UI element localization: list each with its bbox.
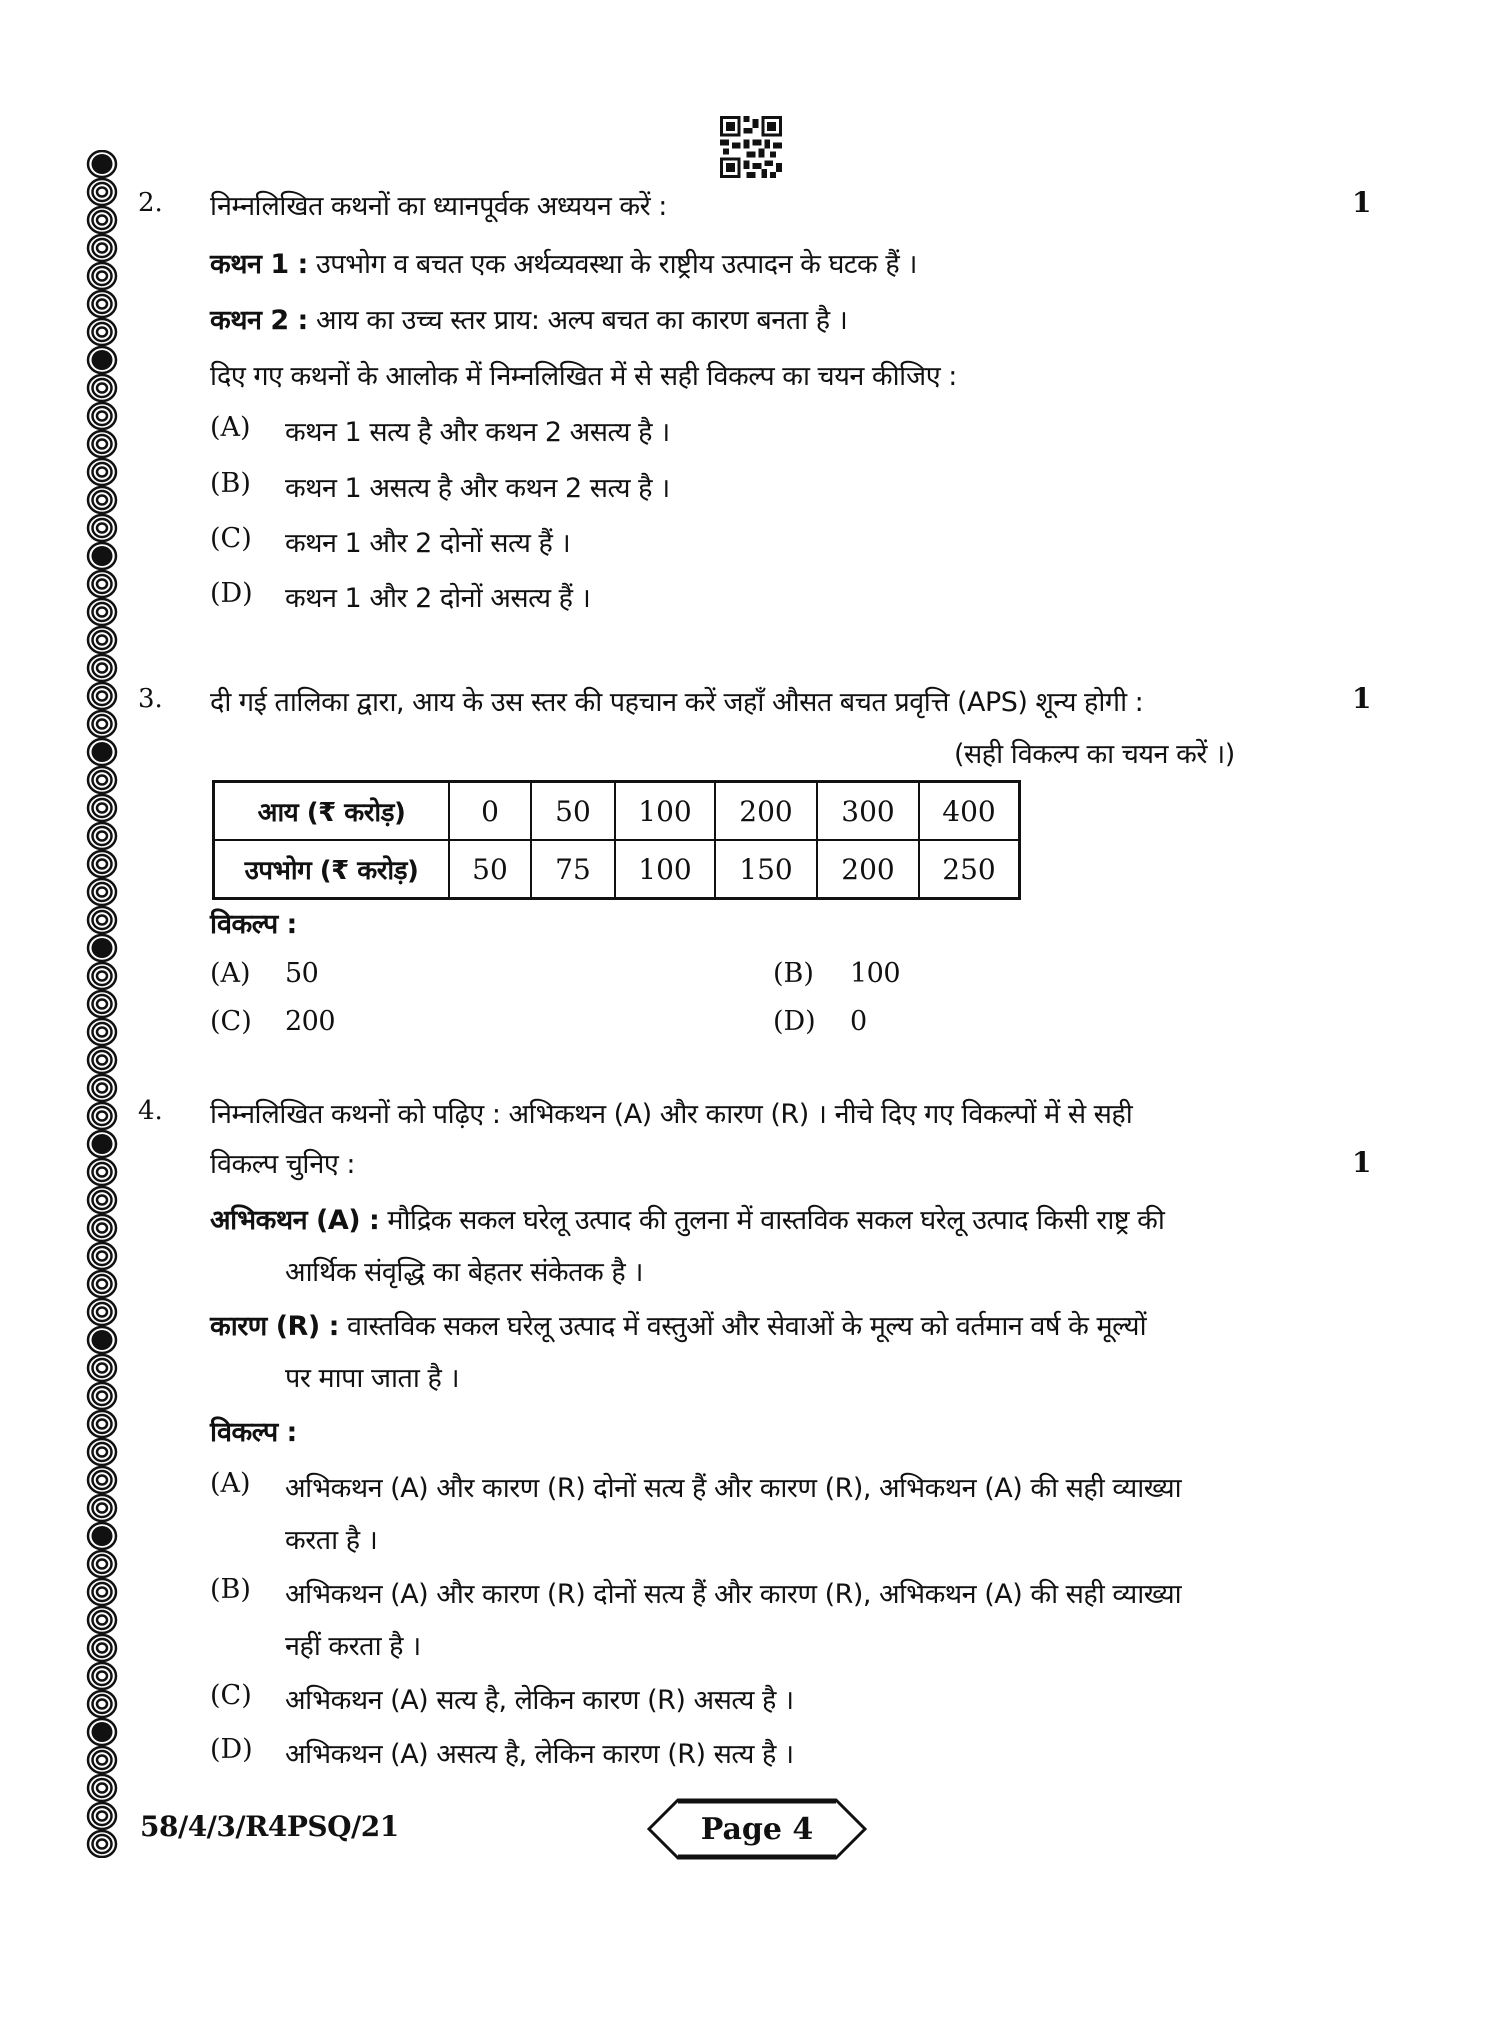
question-3-sub-instruction: (सही विकल्प का चयन करें ।) (954, 739, 1235, 770)
statement-2-text: आय का उच्च स्तर प्राय: अल्प बचत का कारण बनता है । (307, 305, 848, 336)
concentric-circle-marker-icon (86, 1102, 118, 1130)
question-3-marks: 1 (1352, 682, 1372, 715)
concentric-circle-marker-icon (86, 1466, 118, 1494)
option-letter: (A) (210, 1468, 251, 1499)
statement-1-label: कथन 1 : (210, 249, 308, 280)
concentric-circle-marker-icon (86, 878, 118, 906)
table-row-consumption (214, 840, 1020, 899)
side-marker-strip (84, 150, 120, 1858)
concentric-circle-marker-icon (86, 374, 118, 402)
paper-code: 58/4/3/R4PSQ/21 (140, 1810, 399, 1843)
concentric-circle-marker-icon (86, 234, 118, 262)
table-cell: 250 (919, 840, 1020, 899)
concentric-circle-marker-icon (86, 1214, 118, 1242)
concentric-circle-marker-icon (86, 430, 118, 458)
table-cell: 75 (531, 840, 615, 899)
concentric-circle-marker-icon (86, 962, 118, 990)
concentric-circle-marker-icon (86, 1690, 118, 1718)
concentric-circle-marker-icon (86, 1354, 118, 1382)
table-cell: 400 (919, 782, 1020, 841)
concentric-circle-marker-icon (86, 486, 118, 514)
concentric-circle-marker-icon (86, 598, 118, 626)
question-2-statement-1 (210, 244, 917, 281)
table-cell: 100 (615, 840, 715, 899)
option-text: 50 (285, 958, 319, 989)
option-text: अभिकथन (A) सत्य है, लेकिन कारण (R) असत्य है । (285, 1685, 794, 1716)
question-4-number: 4. (138, 1096, 163, 1126)
concentric-circle-marker-icon (86, 178, 118, 206)
option-letter: (D) (210, 578, 253, 609)
table-cell: 0 (449, 782, 531, 841)
table-cell: 300 (817, 782, 919, 841)
option-text: 0 (850, 1006, 867, 1037)
concentric-circle-marker-icon (86, 458, 118, 486)
concentric-circle-marker-icon (86, 570, 118, 598)
concentric-circle-marker-icon (86, 794, 118, 822)
assertion-line-2: आर्थिक संवृद्धि का बेहतर संकेतक है । (285, 1257, 644, 1288)
option-text-line-2: नहीं करता है । (285, 1631, 421, 1662)
row-header: आय (₹ करोड़) (214, 782, 450, 841)
concentric-circle-marker-icon (86, 1382, 118, 1410)
concentric-circle-marker-icon (86, 1662, 118, 1690)
concentric-circle-marker-icon (86, 1046, 118, 1074)
table-cell: 50 (531, 782, 615, 841)
concentric-circle-marker-icon (86, 1746, 118, 1774)
assertion-text: मौद्रिक सकल घरेलू उत्पाद की तुलना में वास्तविक सकल घरेलू उत्पाद किसी राष्ट्र की (379, 1205, 1165, 1236)
table-cell: 50 (449, 840, 531, 899)
reason-line-1 (210, 1306, 1146, 1343)
question-3-options-label: विकल्प : (210, 909, 297, 940)
filled-circle-marker-icon (86, 934, 118, 962)
option-text: 200 (285, 1006, 336, 1037)
concentric-circle-marker-icon (86, 654, 118, 682)
assertion-label: अभिकथन (A) : (210, 1205, 380, 1236)
page-number-badge (646, 1797, 868, 1861)
concentric-circle-marker-icon (86, 206, 118, 234)
question-4-prompt-line-1: निम्नलिखित कथनों को पढ़िए : अभिकथन (A) और कारण (R) । नीचे दिए गए विकल्पों में से सही (210, 1099, 1133, 1130)
assertion-line-1 (210, 1200, 1164, 1237)
concentric-circle-marker-icon (86, 1774, 118, 1802)
option-text: अभिकथन (A) असत्य है, लेकिन कारण (R) सत्य है । (285, 1739, 794, 1770)
concentric-circle-marker-icon (86, 710, 118, 738)
concentric-circle-marker-icon (86, 1074, 118, 1102)
question-2-instruction: दिए गए कथनों के आलोक में निम्नलिखित में से सही विकल्प का चयन कीजिए : (210, 361, 957, 392)
table-cell: 200 (715, 782, 817, 841)
concentric-circle-marker-icon (86, 290, 118, 318)
concentric-circle-marker-icon (86, 1606, 118, 1634)
option-text-line-1: अभिकथन (A) और कारण (R) दोनों सत्य हैं और कारण (R), अभिकथन (A) की सही व्याख्या (285, 1473, 1182, 1504)
question-2-number: 2. (138, 188, 163, 218)
concentric-circle-marker-icon (86, 1634, 118, 1662)
option-text-line-1: अभिकथन (A) और कारण (R) दोनों सत्य हैं और कारण (R), अभिकथन (A) की सही व्याख्या (285, 1579, 1182, 1610)
filled-circle-marker-icon (86, 346, 118, 374)
concentric-circle-marker-icon (86, 1578, 118, 1606)
option-text: कथन 1 और 2 दोनों सत्य हैं । (285, 528, 571, 559)
question-4-options-label: विकल्प : (210, 1417, 297, 1448)
reason-text: वास्तविक सकल घरेलू उत्पाद में वस्तुओं और सेवाओं के मूल्य को वर्तमान वर्ष के मूल्यों (338, 1311, 1147, 1342)
question-2-prompt: निम्नलिखित कथनों का ध्यानपूर्वक अध्ययन करें : (210, 191, 667, 222)
option-letter: (C) (210, 523, 252, 554)
option-text: कथन 1 असत्य है और कथन 2 सत्य है । (285, 473, 670, 504)
table-cell: 100 (615, 782, 715, 841)
concentric-circle-marker-icon (86, 514, 118, 542)
option-letter: (D) (210, 1734, 253, 1765)
option-letter: (A) (210, 412, 251, 443)
question-4-prompt-line-2: विकल्प चुनिए : (210, 1149, 355, 1180)
question-4-marks: 1 (1352, 1146, 1372, 1179)
question-2-statement-2 (210, 300, 847, 337)
concentric-circle-marker-icon (86, 262, 118, 290)
concentric-circle-marker-icon (86, 1802, 118, 1830)
filled-circle-marker-icon (86, 1718, 118, 1746)
concentric-circle-marker-icon (86, 682, 118, 710)
option-letter: (D) (773, 1006, 816, 1037)
concentric-circle-marker-icon (86, 1158, 118, 1186)
statement-1-text: उपभोग व बचत एक अर्थव्यवस्था के राष्ट्रीय उत्पादन के घटक हैं । (307, 249, 918, 280)
filled-circle-marker-icon (86, 1326, 118, 1354)
concentric-circle-marker-icon (86, 1550, 118, 1578)
option-text-line-2: करता है । (285, 1525, 378, 1556)
filled-circle-marker-icon (86, 1130, 118, 1158)
option-letter: (C) (210, 1680, 252, 1711)
question-2-marks: 1 (1352, 186, 1372, 219)
statement-2-label: कथन 2 : (210, 305, 308, 336)
row-header: उपभोग (₹ करोड़) (214, 840, 450, 899)
concentric-circle-marker-icon (86, 1438, 118, 1466)
concentric-circle-marker-icon (86, 906, 118, 934)
concentric-circle-marker-icon (86, 1494, 118, 1522)
filled-circle-marker-icon (86, 542, 118, 570)
concentric-circle-marker-icon (86, 1242, 118, 1270)
table-cell: 200 (817, 840, 919, 899)
income-consumption-table (212, 780, 1021, 900)
option-text: 100 (850, 958, 901, 989)
concentric-circle-marker-icon (86, 1270, 118, 1298)
concentric-circle-marker-icon (86, 766, 118, 794)
concentric-circle-marker-icon (86, 1830, 118, 1858)
reason-label: कारण (R) : (210, 1311, 339, 1342)
question-3-prompt: दी गई तालिका द्वारा, आय के उस स्तर की पहचान करें जहाँ औसत बचत प्रवृत्ति (APS) शून्य होगी : (210, 687, 1144, 718)
option-letter: (B) (210, 468, 251, 499)
page-label: Page 4 (700, 1811, 814, 1847)
option-text: कथन 1 और 2 दोनों असत्य हैं । (285, 583, 591, 614)
table-cell: 150 (715, 840, 817, 899)
concentric-circle-marker-icon (86, 990, 118, 1018)
table-row-income (214, 782, 1020, 841)
option-letter: (B) (773, 958, 814, 989)
filled-circle-marker-icon (86, 1522, 118, 1550)
option-text: कथन 1 सत्य है और कथन 2 असत्य है । (285, 417, 670, 448)
concentric-circle-marker-icon (86, 1410, 118, 1438)
reason-line-2: पर मापा जाता है । (285, 1363, 460, 1394)
concentric-circle-marker-icon (86, 1298, 118, 1326)
qr-code-icon (720, 116, 782, 178)
concentric-circle-marker-icon (86, 318, 118, 346)
concentric-circle-marker-icon (86, 1018, 118, 1046)
concentric-circle-marker-icon (86, 850, 118, 878)
question-3-number: 3. (138, 684, 163, 714)
concentric-circle-marker-icon (86, 1186, 118, 1214)
filled-circle-marker-icon (86, 150, 118, 178)
concentric-circle-marker-icon (86, 626, 118, 654)
filled-circle-marker-icon (86, 738, 118, 766)
option-letter: (B) (210, 1574, 251, 1605)
concentric-circle-marker-icon (86, 402, 118, 430)
option-letter: (C) (210, 1006, 252, 1037)
concentric-circle-marker-icon (86, 822, 118, 850)
option-letter: (A) (210, 958, 251, 989)
